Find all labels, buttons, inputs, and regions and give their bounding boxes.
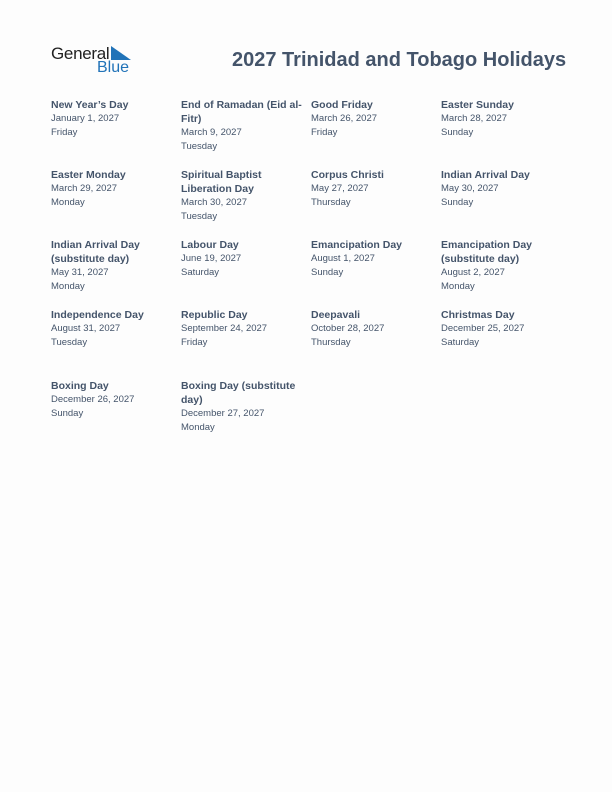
holiday-name: Deepavali xyxy=(311,309,361,321)
holiday-name: New Year’s Day xyxy=(51,99,129,111)
holiday-entry xyxy=(181,238,305,280)
logo-text-blue: Blue xyxy=(97,59,130,76)
holiday-entry xyxy=(51,238,161,294)
holiday-date: June 19, 2027 xyxy=(181,253,242,264)
holiday-entry xyxy=(441,308,565,350)
holiday-date: October 28, 2027 xyxy=(311,323,385,334)
holiday-entry xyxy=(51,168,175,210)
holiday-name: Christmas Day xyxy=(441,309,515,321)
generalblue-logo xyxy=(51,44,141,78)
holiday-name: Indian Arrival Day xyxy=(441,169,530,181)
holiday-date: December 27, 2027 xyxy=(181,408,265,419)
holiday-name: End of Ramadan (Eid al-Fitr) xyxy=(181,99,302,125)
holiday-weekday: Tuesday xyxy=(181,211,218,222)
holiday-name: Emancipation Day xyxy=(311,239,403,251)
holiday-entry xyxy=(441,168,565,210)
holiday-entry xyxy=(311,308,435,350)
holiday-date: May 27, 2027 xyxy=(311,183,369,194)
holiday-weekday: Friday xyxy=(311,127,338,138)
holiday-weekday: Saturday xyxy=(181,267,220,278)
holiday-weekday: Friday xyxy=(181,337,208,348)
holiday-date: January 1, 2027 xyxy=(51,113,120,124)
holiday-weekday: Sunday xyxy=(311,267,344,278)
holiday-name: Independence Day xyxy=(51,309,144,321)
holiday-entry xyxy=(311,238,435,280)
holiday-date: December 25, 2027 xyxy=(441,323,525,334)
holiday-date: March 26, 2027 xyxy=(311,113,378,124)
holiday-name: Republic Day xyxy=(181,309,248,321)
holiday-entry xyxy=(441,98,565,140)
holiday-weekday: Monday xyxy=(51,197,85,208)
holiday-date: August 31, 2027 xyxy=(51,323,121,334)
holiday-name: Easter Monday xyxy=(51,169,126,181)
holiday-weekday: Monday xyxy=(181,422,215,433)
holiday-name: Labour Day xyxy=(181,239,239,251)
holiday-date: August 1, 2027 xyxy=(311,253,375,264)
holiday-entry xyxy=(51,308,175,350)
holiday-name: Emancipation Day (substitute day) xyxy=(441,239,533,265)
holiday-weekday: Saturday xyxy=(441,337,480,348)
logo-triangle-icon xyxy=(111,46,131,60)
holiday-name: Boxing Day (substitute day) xyxy=(181,380,296,406)
holiday-entry xyxy=(311,98,435,140)
holiday-date: May 31, 2027 xyxy=(51,267,109,278)
holiday-name: Easter Sunday xyxy=(441,99,514,111)
holiday-date: March 28, 2027 xyxy=(441,113,508,124)
holiday-date: May 30, 2027 xyxy=(441,183,499,194)
holiday-date: March 29, 2027 xyxy=(51,183,118,194)
holiday-entry xyxy=(181,308,305,350)
holiday-date: August 2, 2027 xyxy=(441,267,505,278)
holiday-entry xyxy=(181,98,303,154)
holiday-weekday: Thursday xyxy=(311,197,351,208)
holiday-date: March 30, 2027 xyxy=(181,197,248,208)
page-title: 2027 Trinidad and Tobago Holidays xyxy=(232,49,567,71)
holiday-weekday: Friday xyxy=(51,127,78,138)
holiday-entry xyxy=(51,98,175,140)
holiday-weekday: Tuesday xyxy=(51,337,88,348)
holiday-name: Good Friday xyxy=(311,99,373,111)
holiday-entry xyxy=(181,379,299,435)
logo-text-general: General xyxy=(51,44,110,63)
holiday-date: December 26, 2027 xyxy=(51,394,135,405)
holiday-weekday: Thursday xyxy=(311,337,351,348)
holiday-name: Boxing Day xyxy=(51,380,109,392)
holiday-date: March 9, 2027 xyxy=(181,127,242,138)
holiday-weekday: Monday xyxy=(441,281,475,292)
holiday-weekday: Monday xyxy=(51,281,85,292)
holiday-weekday: Sunday xyxy=(441,127,474,138)
holiday-weekday: Sunday xyxy=(441,197,474,208)
holiday-weekday: Tuesday xyxy=(181,141,218,152)
holiday-name: Corpus Christi xyxy=(311,169,384,181)
holiday-entry xyxy=(441,238,551,294)
holiday-entry xyxy=(311,168,435,210)
holiday-name: Spiritual Baptist Liberation Day xyxy=(181,169,262,195)
holiday-weekday: Sunday xyxy=(51,408,84,419)
holiday-entry xyxy=(181,168,291,224)
holiday-entry xyxy=(51,379,175,421)
holiday-name: Indian Arrival Day (substitute day) xyxy=(51,239,140,265)
holiday-date: September 24, 2027 xyxy=(181,323,268,334)
